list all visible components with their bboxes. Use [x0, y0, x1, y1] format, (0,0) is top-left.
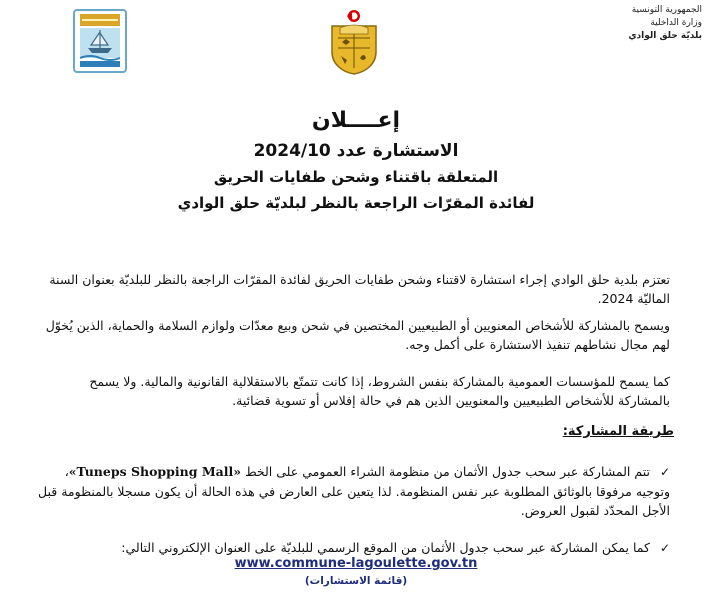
consultation-number: الاستشارة عدد 2024/10 — [253, 141, 459, 161]
checkmark-icon: ✓ — [659, 465, 670, 479]
intro-paragraph: تعتزم بلدية حلق الوادي إجراء استشارة لاقتناء وشحن طفايات الحريق لفائدة المقرّات الراجعة بالنظر للبلديّة بعنوان السنة الماليّة 2024. — [49, 272, 670, 306]
header-ministry: وزارة الداخلية — [650, 18, 702, 28]
eligibility-paragraph: ويسمح بالمشاركة للأشخاص المعنويين أو الطبيعيين المختصين في شحن وبيع معدّات ولوازم السلامة والحماية، الذين يُخوّل لهم مجال نشاطهم تنفيذ الاستشارة على أكمل وجه. — [45, 318, 670, 352]
checkmark-icon: ✓ — [659, 541, 670, 555]
participation-item-website — [38, 538, 670, 558]
tuneps-text-after: ، وتوجيه مرفوقا بالوثائق المطلوبة عبر نفس المنظومة. لذا يتعين على العارض في هذه الحالة أن يكون مسجلا بالمنظومة قبل الأجل المحدّد لقبول العروض. — [38, 464, 670, 518]
participation-heading: طريقة المشاركة: — [562, 424, 674, 439]
tunisia-coat-of-arms-icon — [322, 8, 386, 76]
consultation-beneficiary: لفائدة المقرّات الراجعة بالنظر لبلديّة حلق الوادي — [177, 194, 535, 212]
tuneps-platform-name: «Tuneps Shopping Mall» — [68, 464, 242, 479]
consultation-subject: المتعلقة باقتناء وشحن طفايات الحريق — [213, 168, 499, 186]
announcement-title-block — [0, 104, 712, 216]
announcement-heading: إعــــلان — [311, 108, 401, 133]
issuer-header — [552, 4, 702, 43]
website-text: كما يمكن المشاركة عبر سحب جدول الأثمان من الموقع الرسمي للبلديّة على العنوان الإلكتروني التالي: — [121, 540, 650, 555]
header-municipality: بلديّة حلق الوادي — [628, 31, 702, 41]
municipality-website-link[interactable]: www.commune-lagoulette.gov.tn — [234, 556, 478, 571]
public-institutions-paragraph: كما يسمح للمؤسسات العمومية بالمشاركة بنفس الشروط، إذا كانت تتمتّع بالاستقلالية القانونية والمالية. ولا يسمح بالمشاركة للأشخاص الطبيعيين والمعنويين الذين هم في حالة إفلاس أو تسوية قضائية. — [89, 374, 670, 408]
municipality-logo-icon — [72, 8, 128, 74]
tuneps-text-before: تتم المشاركة عبر سحب جدول الأثمان من منظومة الشراء العمومي على الخط — [245, 464, 650, 479]
consultations-list-note: (قائمة الاستشارات) — [304, 575, 408, 587]
header-republic: الجمهورية التونسية — [631, 5, 702, 15]
participation-item-tuneps — [38, 462, 670, 520]
